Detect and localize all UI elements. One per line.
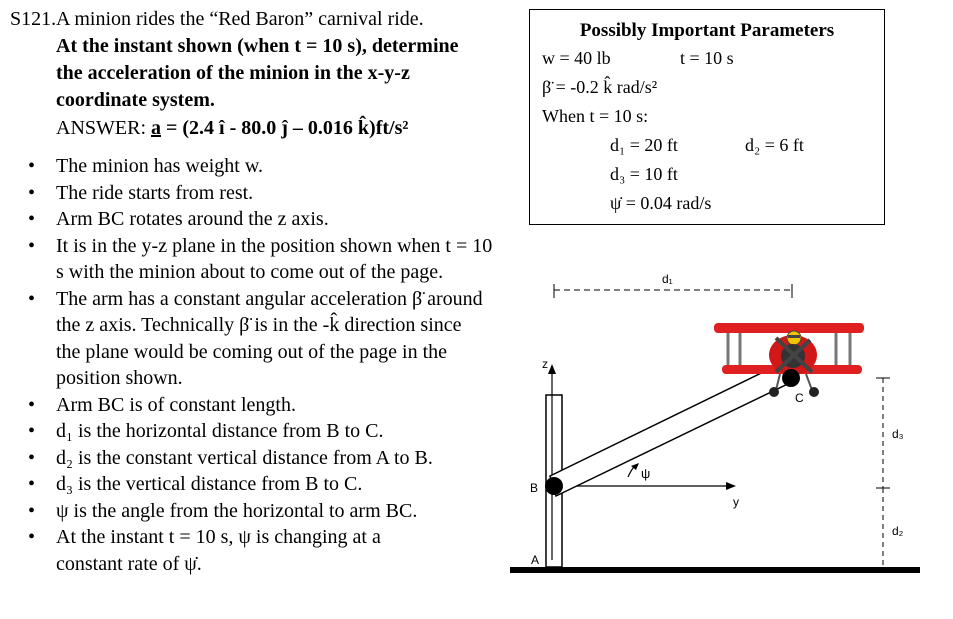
z-axis-arrow — [548, 364, 556, 374]
point-a-label: A — [531, 553, 540, 567]
parameters-title: Possibly Important Parameters — [579, 20, 835, 41]
param-beta-ddot: β̈ = -0.2 k̂ rad/s² — [542, 77, 658, 97]
d2-label: d₂ — [892, 524, 904, 538]
list-item: • d₁ is the horizontal distance from B to C. — [10, 418, 500, 445]
list-item: • Arm BC is of constant length. — [10, 392, 500, 419]
d3-label: d₃ — [892, 427, 904, 441]
list-item: • d₂ is the constant vertical distance from A to B. — [10, 445, 500, 472]
list-item: • At the instant t = 10 s, ψ is changing at a constant rate of ψ̇. — [10, 524, 436, 577]
pin-c — [782, 369, 800, 387]
list-item: • The minion has weight w. — [10, 153, 500, 180]
arm-bc — [550, 361, 796, 496]
list-item: • d₃ is the vertical distance from B to C. — [10, 471, 500, 498]
parameters-box — [529, 9, 885, 225]
wheel — [809, 387, 819, 397]
list-item: • The ride starts from rest. — [10, 180, 500, 207]
y-axis-arrow — [726, 482, 736, 490]
ride-diagram — [500, 260, 953, 619]
point-b-label: B — [530, 481, 539, 495]
param-time: t = 10 s — [680, 48, 734, 68]
problem-intro-line — [10, 6, 520, 33]
list-item: • Arm BC rotates around the z axis. — [10, 206, 500, 233]
param-when-label: When t = 10 s: — [542, 106, 649, 126]
list-item: • It is in the y-z plane in the position shown when t = 10 s with the minion about to come out of the page. — [10, 233, 496, 286]
param-psi-dot: ψ̇ = 0.04 rad/s — [610, 193, 712, 213]
pin-b — [545, 477, 563, 495]
problem-intro: A minion rides the “Red Baron” carnival ride. — [56, 8, 424, 30]
answer-vector-symbol: a — [151, 117, 161, 139]
answer-value: = (2.4 î - 80.0 ĵ – 0.016 k̂)ft/s² — [161, 117, 409, 139]
list-item: • The arm has a constant angular acceleration β̈ around the z axis. Technically β̈ is in the -k̂ direction since the plane would be coming out of the page in the position shown. — [10, 286, 486, 392]
list-item: • ψ is the angle from the horizontal to arm BC. — [10, 498, 500, 525]
param-weight: w = 40 lb — [542, 48, 611, 68]
ground-line — [510, 567, 920, 573]
task-line-3: coordinate system. — [56, 89, 215, 111]
problem-number: S121. — [10, 8, 57, 30]
problem-statement — [10, 6, 520, 142]
y-axis-label: y — [733, 495, 739, 509]
assumption-list — [10, 153, 500, 577]
answer-line — [10, 115, 520, 142]
psi-label: ψ — [641, 466, 651, 481]
d1-label: d₁ — [662, 272, 673, 286]
task-line-1: At the instant shown (when t = 10 s), determine — [56, 35, 459, 57]
task-line-2: the acceleration of the minion in the x-y-z — [56, 62, 410, 84]
param-d3: d₃ = 10 ft — [610, 164, 678, 184]
upper-wing — [714, 323, 864, 333]
minion-goggles — [788, 335, 800, 338]
landing-gear — [806, 374, 812, 390]
z-axis-label: z — [542, 357, 548, 371]
wheel — [769, 387, 779, 397]
param-d2: d₂ = 6 ft — [745, 135, 804, 155]
point-c-label: C — [795, 391, 804, 405]
answer-label: ANSWER: — [56, 117, 151, 139]
param-d1: d₁ = 20 ft — [610, 135, 678, 155]
